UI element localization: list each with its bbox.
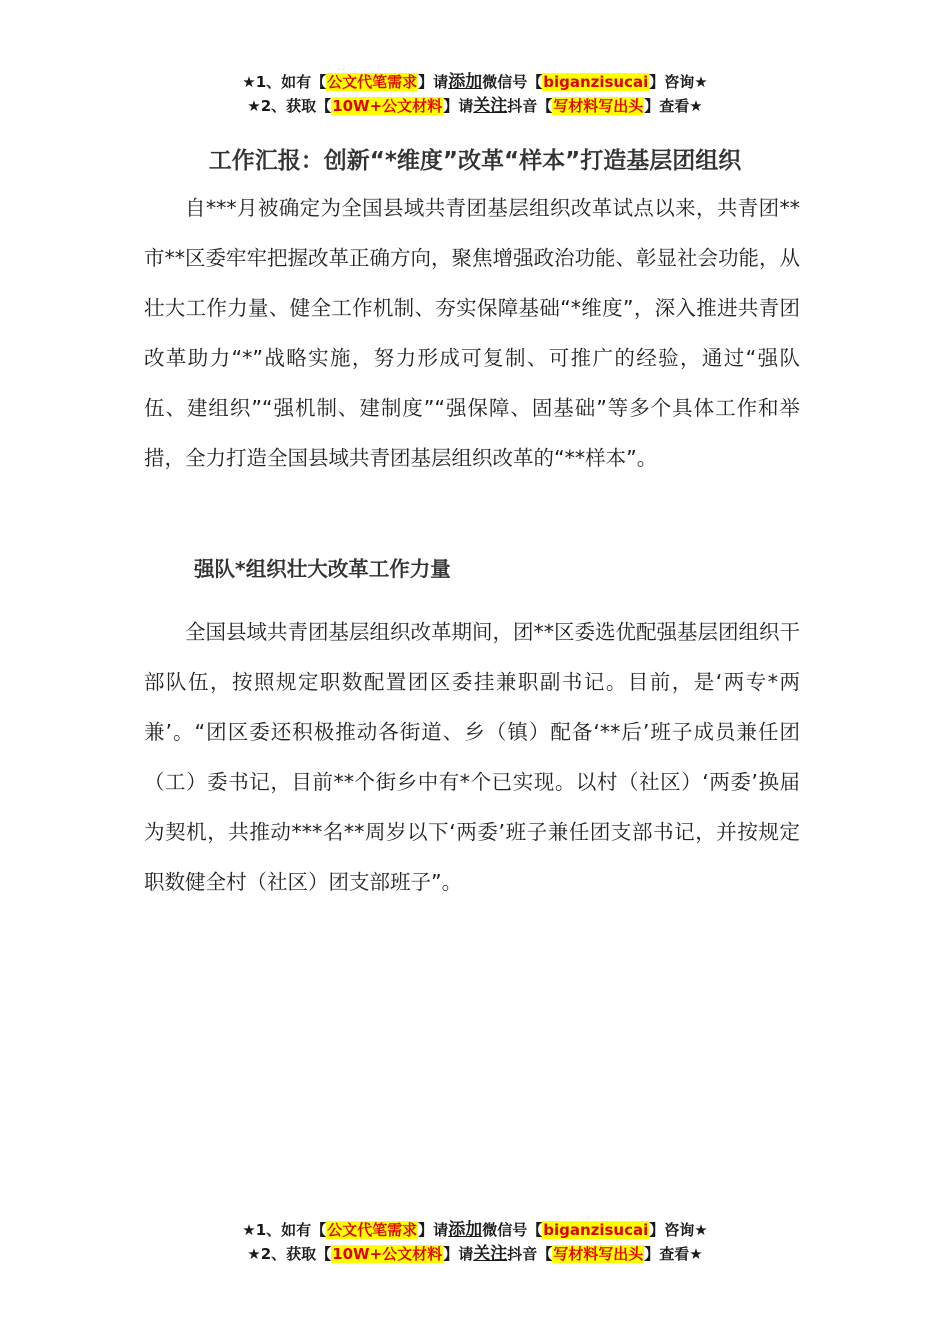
section-heading: 强队*组织壮大改革工作力量: [194, 557, 451, 581]
section-paragraph: 全国县域共青团基层组织改革期间，团**区委选优配强基层团组织干部队伍，按照规定职数配置团区委挂兼职副书记。目前，是‘两专*两兼’。“团区委还积极推动各街道、乡（镇）配备‘**后’班子成员兼任团（工）委书记，目前**个街乡中有*个已实现。以村（社区）‘两委’换届为契机，共推动***名**周岁以下‘两委’班子兼任团支部书记，并按规定职数健全村（社区）团支部班子”。: [144, 620, 800, 894]
header-promo-line-2: ★2、获取【10W+公文材料】请关注抖音【写材料写出头】查看★: [247, 96, 703, 116]
footer-promo-line-1: ★1、如有【公文代笔需求】请添加微信号【biganzisucai】咨询★: [242, 1220, 708, 1240]
intro-paragraph: 自***月被确定为全国县域共青团基层组织改革试点以来，共青团**市**区委牢牢把握改革正确方向，聚焦增强政治功能、彰显社会功能，从壮大工作力量、健全工作机制、夯实保障基础“*维度”，深入推进共青团改革助力“*”战略实施，努力形成可复制、可推广的经验，通过“强队伍、建组织”“强机制、建制度”“强保障、固基础”等多个具体工作和举措，全力打造全国县域共青团基层组织改革的“**样本”。: [144, 196, 800, 470]
header-promo-line-1: ★1、如有【公文代笔需求】请添加微信号【biganzisucai】咨询★: [242, 72, 708, 92]
footer-promo-line-2: ★2、获取【10W+公文材料】请关注抖音【写材料写出头】查看★: [247, 1244, 703, 1264]
document-title: 工作汇报：创新“*维度”改革“样本”打造基层团组织: [208, 148, 742, 175]
